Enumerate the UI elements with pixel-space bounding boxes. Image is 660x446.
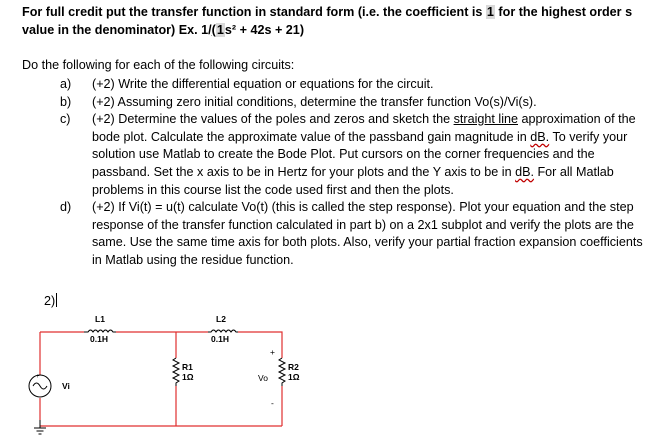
highlighted-coefficient: 1: [216, 22, 224, 37]
task-label: a): [60, 77, 72, 91]
resistor-r1: [173, 358, 179, 386]
resistor-r2: [279, 358, 285, 386]
task-text: (+2) If Vi(t) = u(t) calculate Vo(t) (this is called the step response). Plot your equation and the step response of the transfer function calculated in part b) on a 2x1 subplot and verify the plots are the same. Use the same time axis for both plots. Also, verify your partial fraction expansion coefficients in Matlab using the residue function.: [92, 200, 643, 267]
ground-icon: [34, 420, 46, 434]
task-item-a: [60, 76, 648, 94]
inductor-l1: [84, 330, 116, 332]
l2-name: L2: [216, 314, 226, 324]
task-item-d: [60, 199, 648, 269]
svg-text:+: +: [36, 374, 40, 380]
question-2-label: 2): [44, 294, 56, 308]
vi-label: Vi: [62, 381, 70, 391]
l1-name: L1: [95, 314, 105, 324]
r2-value: 1Ω: [288, 372, 300, 382]
task-lead: Do the following for each of the following circuits:: [22, 58, 295, 72]
r1-name: R1: [182, 362, 193, 372]
l2-value: 0.1H: [211, 334, 229, 344]
inductor-l2: [208, 330, 238, 332]
r1-value: 1Ω: [182, 372, 194, 382]
task-label: d): [60, 200, 72, 215]
task-item-b: [60, 94, 648, 112]
instructions-heading: [22, 4, 658, 39]
wire-segment: [238, 332, 282, 352]
task-label: b): [60, 94, 72, 109]
intro-line-2: value in the denominator) Ex. 1/(1s² + 42s + 21): [22, 22, 305, 37]
l1-value: 0.1H: [90, 334, 108, 344]
rl-circuit-diagram: [0, 300, 660, 446]
task-item-c: [60, 111, 648, 199]
task-list: [60, 76, 648, 270]
wires: [40, 332, 282, 426]
vo-label: Vo: [258, 373, 268, 383]
task-label: c): [60, 112, 71, 127]
highlighted-one: 1: [486, 5, 494, 19]
r2-name: R2: [288, 362, 299, 372]
intro-line-1: For full credit put the transfer function in standard form (i.e. the coefficient is 1 for the highest order s: [22, 5, 633, 19]
ac-source-icon: [29, 374, 51, 397]
task-text: (+2) Assuming zero initial conditions, determine the transfer function Vo(s)/Vi(s).: [92, 94, 537, 109]
vo-minus: -: [271, 398, 274, 408]
vo-plus: +: [270, 347, 275, 357]
task-text: (+2) Write the differential equation or equations for the circuit.: [92, 77, 434, 91]
task-text: (+2) Determine the values of the poles and zeros and sketch the straight line approximation of the bode plot. Calculate the approximate value of the passband gain magnitude in dB. To verify your solution use Matlab to create the Bode Plot. Put cursors on the corner frequencies and the passband. Set the x axis to be in Hertz for your plots and the Y axis to be in dB. For all Matlab problems in this course list the code used first and then the plots.: [92, 112, 636, 197]
